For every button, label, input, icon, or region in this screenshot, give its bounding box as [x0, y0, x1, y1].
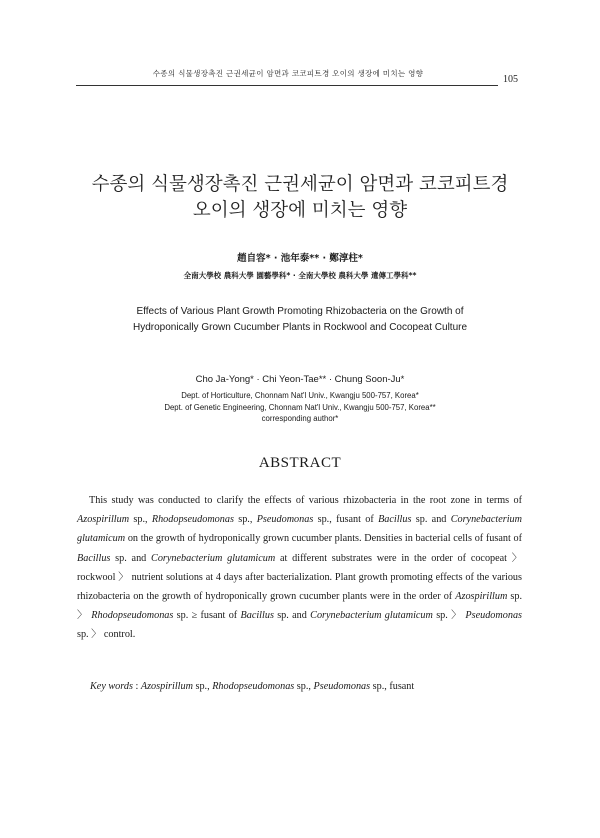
affiliation-horticulture: Dept. of Horticulture, Chonnam Nat'l Univ., Kwangju 500-757, Korea*	[181, 391, 419, 400]
running-header: 수종의 식물생장촉진 근권세균이 암면과 코코피트경 오이의 생장에 미치는 영향	[152, 69, 424, 78]
taxon-name: Rhodopseudomonas	[91, 610, 174, 622]
keyword-suffix: sp.,	[192, 681, 213, 692]
keyword-suffix: sp.,	[294, 681, 314, 692]
article-title-korean	[60, 172, 540, 224]
taxon-name: Corynebacterium glutamicum	[77, 514, 523, 545]
key-words-label: Key words	[90, 681, 133, 692]
abstract-fragment: sp. 〉	[77, 591, 523, 622]
abstract-fragment: sp.,	[233, 514, 257, 526]
page-number: 105	[503, 74, 518, 85]
abstract-heading: ABSTRACT	[258, 455, 342, 471]
title-korean-line-2: 오이의 생장에 미치는 영향	[192, 200, 408, 221]
taxon-name: Azospirillum	[77, 514, 130, 526]
keyword: Pseudomonas	[313, 681, 371, 692]
header-rule	[76, 85, 498, 86]
keyword: Azospirillum	[140, 681, 193, 692]
taxon-name: Corynebacterium glutamicum	[310, 610, 433, 622]
affiliations-korean: 全南大學校 農科大學 園藝學科* · 全南大學校 農科大學 遺傳工學科**	[183, 271, 417, 280]
corresponding-author-note: corresponding author*	[261, 414, 339, 423]
abstract-fragment: sp. ≥ fusant of	[173, 610, 241, 622]
abstract-fragment: sp. and	[273, 610, 311, 622]
affiliations-english	[60, 390, 540, 425]
taxon-name: Azospirillum	[455, 591, 508, 603]
abstract-fragment: sp. and	[411, 514, 451, 526]
taxon-name: Pseudomonas	[465, 610, 522, 622]
abstract-fragment: sp. 〉	[432, 610, 466, 622]
abstract-fragment: sp. 〉 control.	[77, 629, 136, 641]
keyword: Rhodopseudomonas	[212, 681, 295, 692]
taxon-name: Bacillus	[77, 552, 111, 564]
abstract-text	[77, 491, 522, 645]
title-korean-line-1: 수종의 식물생장촉진 근권세균이 암면과 코코피트경	[91, 174, 509, 195]
abstract-fragment: sp., fusant of	[313, 514, 379, 526]
affiliation-genetic-engineering: Dept. of Genetic Engineering, Chonnam Nat'l Univ., Kwangju 500-757, Korea**	[164, 402, 436, 412]
taxon-name: Bacillus	[378, 514, 412, 526]
title-english-line-1: Effects of Various Plant Growth Promoting Rhizobacteria on the Growth of	[136, 306, 464, 317]
authors-korean: 趙自容* · 池年泰** · 鄭淳柱*	[237, 253, 363, 264]
abstract-sentence: at different substrates were in the order of cocopeat 〉 rockwool 〉 nutrient solutions at 4 days after bacterialization. Plant growth promoting effects of the various rhizobacteria on the growth of hydroponically grown cucumber plants were in the order of	[77, 552, 522, 603]
abstract-fragment: sp. and	[110, 552, 152, 564]
abstract-fragment: sp.,	[129, 514, 152, 526]
key-words	[90, 681, 530, 692]
title-english-line-2: Hydroponically Grown Cucumber Plants in Rockwool and Cocopeat Culture	[132, 322, 468, 333]
keyword-suffix: sp., fusant	[370, 681, 415, 692]
article-title-english	[80, 304, 520, 336]
key-words-separator: :	[132, 681, 141, 692]
abstract-sentence: on the growth of hydroponically grown cucumber plants. Densities in bacterial cells of fusant of	[125, 533, 522, 545]
taxon-name: Bacillus	[240, 610, 274, 622]
taxon-name: Pseudomonas	[256, 514, 314, 526]
abstract-sentence: This study was conducted to clarify the effects of various rhizobacteria in the root zone in terms of	[89, 495, 522, 506]
authors-english: Cho Ja-Yong* · Chi Yeon-Tae** · Chung Soon-Ju*	[195, 374, 405, 385]
taxon-name: Rhodopseudomonas	[151, 514, 234, 526]
taxon-name: Corynebacterium glutamicum	[151, 552, 276, 564]
